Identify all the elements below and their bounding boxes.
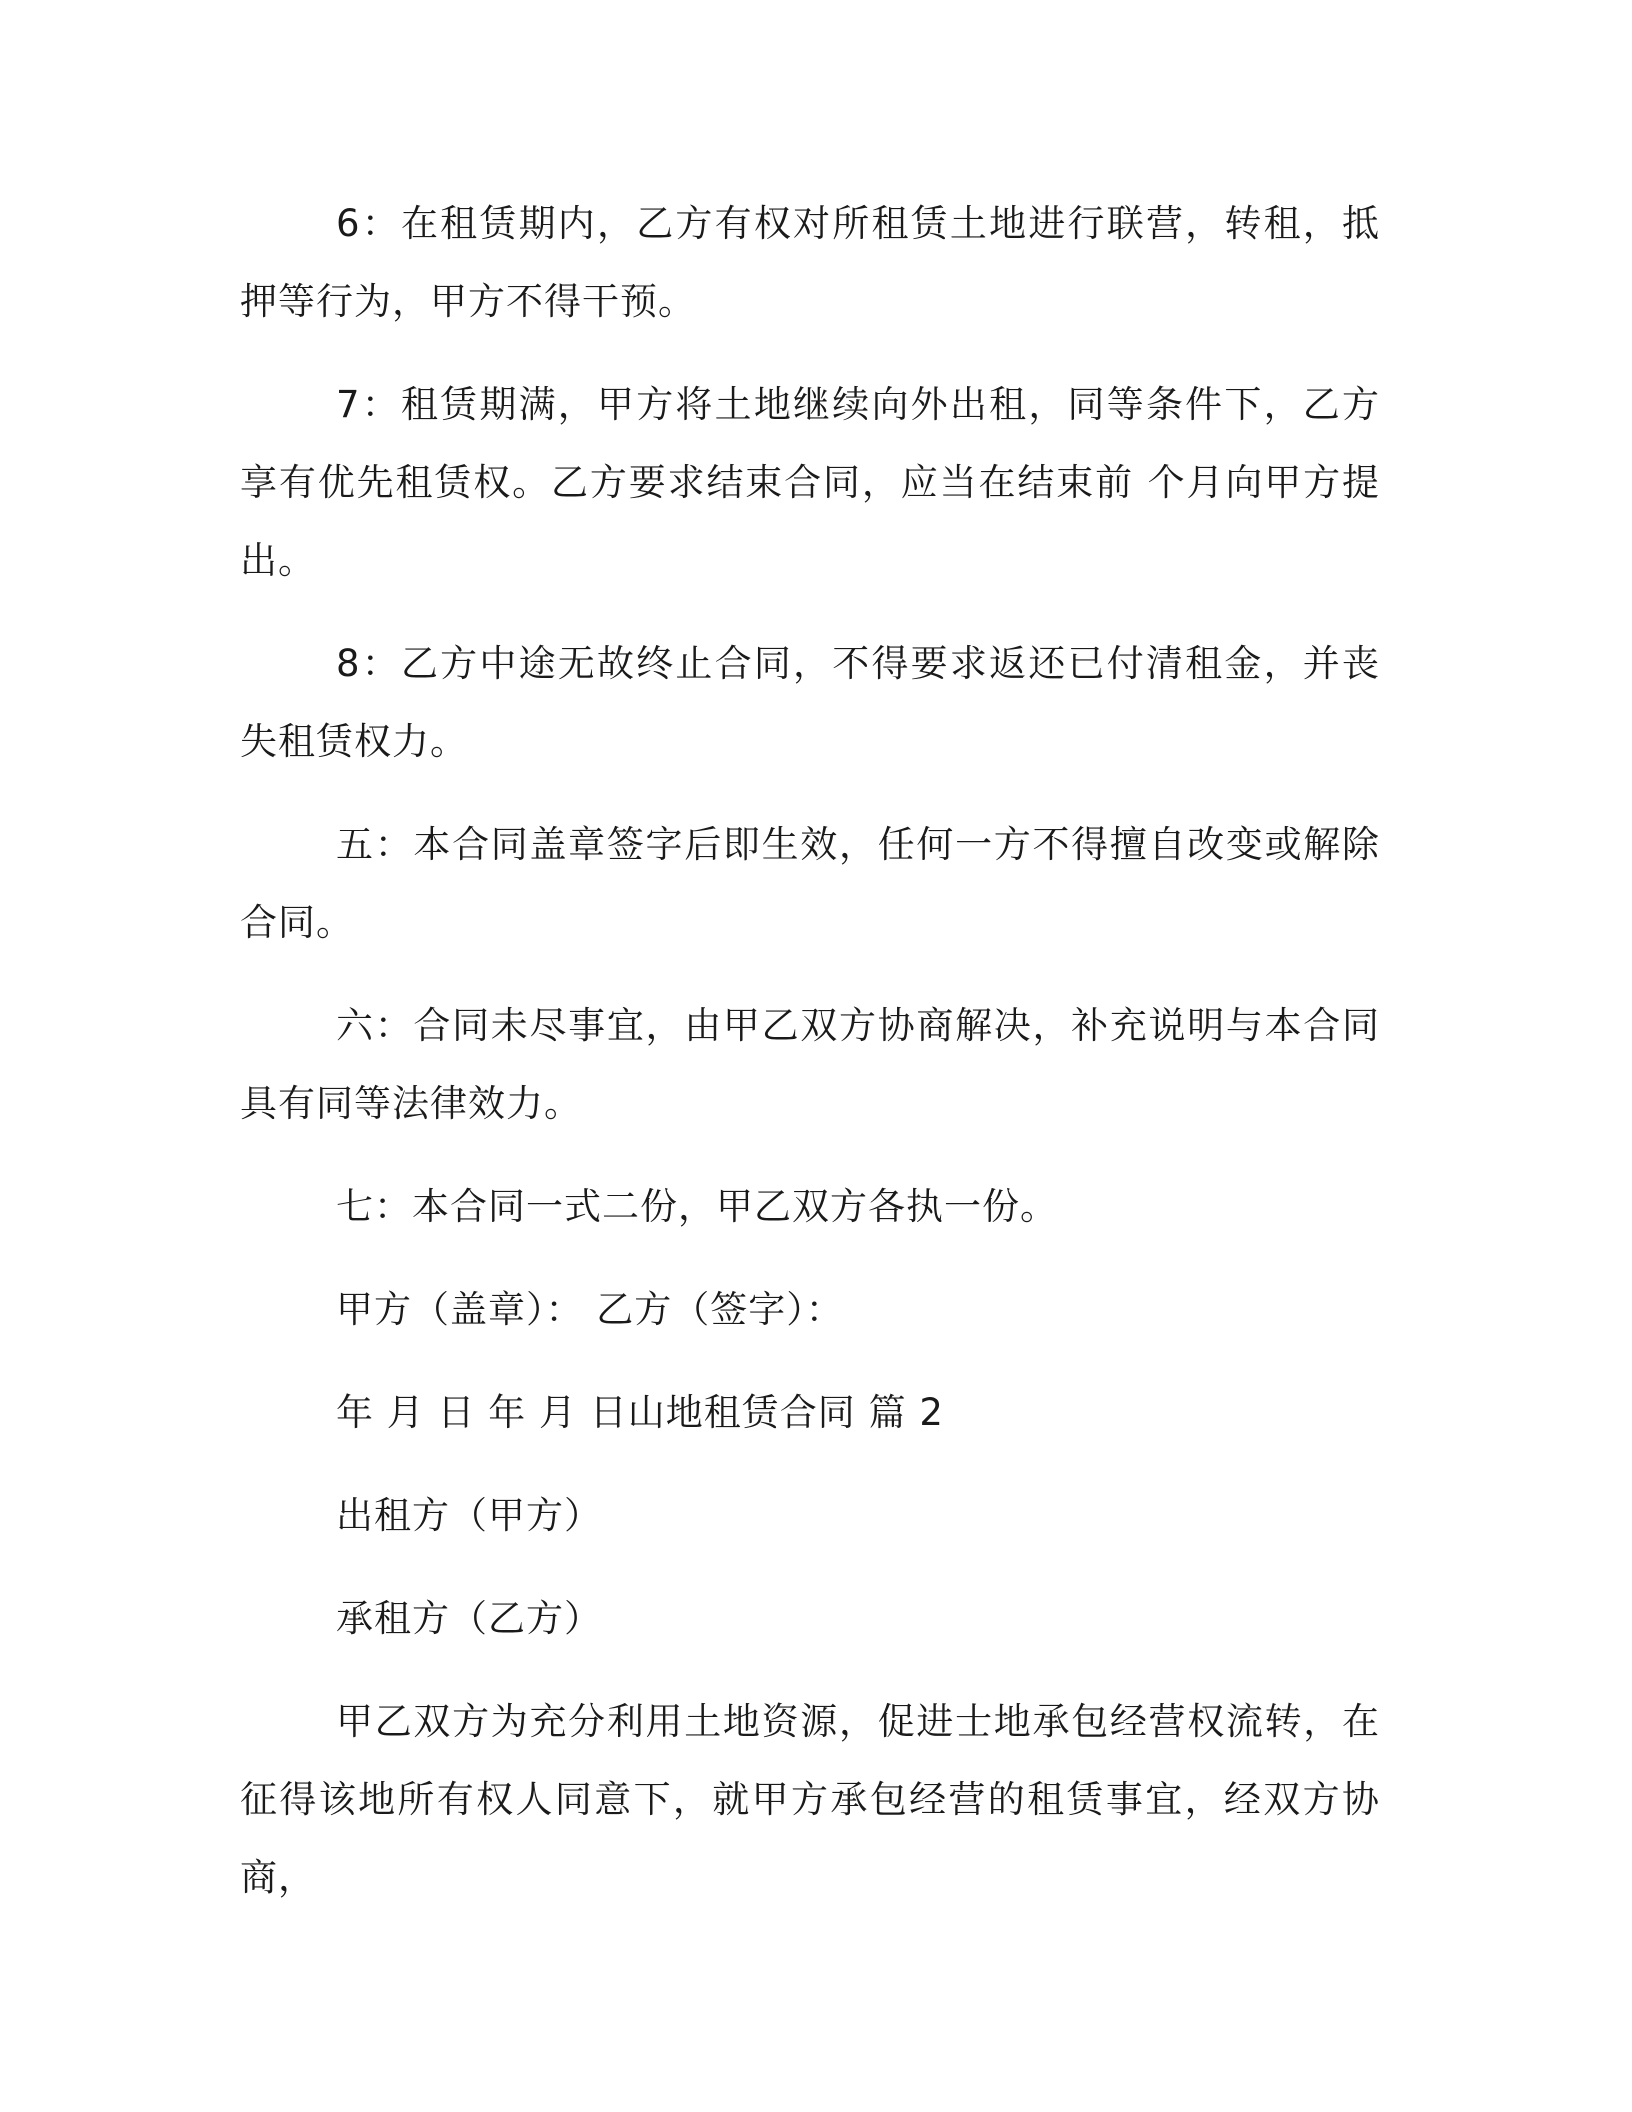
date-and-title-line: 年 月 日 年 月 日山地租赁合同 篇 2 [336, 1391, 944, 1434]
document-body [240, 185, 1380, 1942]
paragraph-clause-6: 6：在租赁期内，乙方有权对所租赁土地进行联营，转租，抵押等行为，甲方不得干预。 [240, 202, 1380, 323]
paragraph-article-6: 六：合同未尽事宜，由甲乙双方协商解决，补充说明与本合同具有同等法律效力。 [240, 1004, 1380, 1125]
paragraph-article-5: 五：本合同盖章签字后即生效，任何一方不得擅自改变或解除合同。 [240, 823, 1380, 944]
paragraph-clause-7: 7：租赁期满，甲方将土地继续向外出租，同等条件下，乙方享有优先租赁权。乙方要求结束合同，应当在结束前 个月向甲方提出。 [240, 383, 1380, 582]
paragraph-preamble: 甲乙双方为充分利用土地资源，促进士地承包经营权流转，在征得该地所有权人同意下，就甲方承包经营的租赁事宜，经双方协商， [240, 1700, 1380, 1899]
paragraph-clause-8: 8：乙方中途无故终止合同，不得要求返还已付清租金，并丧失租赁权力。 [240, 642, 1380, 763]
lessor-line: 出租方（甲方） [336, 1494, 602, 1537]
lessee-line: 承租方（乙方） [336, 1597, 602, 1640]
signature-line: 甲方（盖章）： 乙方（签字）： [336, 1288, 844, 1331]
paragraph-article-7: 七：本合同一式二份，甲乙双方各执一份。 [336, 1185, 1058, 1228]
